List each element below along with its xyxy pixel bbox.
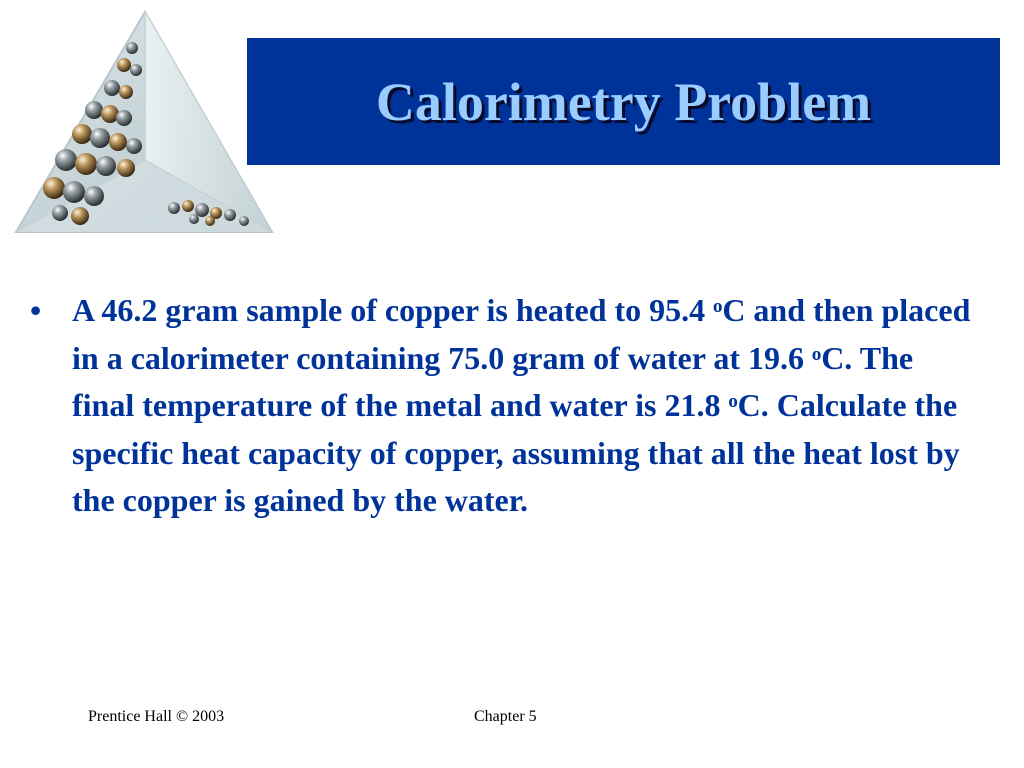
title-bar [247, 38, 1000, 165]
bullet-list [30, 287, 980, 525]
bullet-text: A 46.2 gram sample of copper is heated to 95.4 ᵒC and then placed in a calorimeter containing 75.0 gram of water at 19.6 ᵒC. The final temperature of the metal and water is 21.8 ᵒC. Calculate the specific heat capacity of copper, assuming that all the heat lost by the copper is gained by the water. [72, 292, 971, 518]
footer-chapter: Chapter 5 [474, 708, 537, 725]
bullet-marker: • [30, 292, 42, 328]
bullet-item [30, 287, 980, 525]
slide-title: Calorimetry Problem [375, 71, 872, 132]
molecular-pyramid-logo [14, 10, 276, 236]
footer-copyright: Prentice Hall © 2003 [88, 708, 225, 725]
